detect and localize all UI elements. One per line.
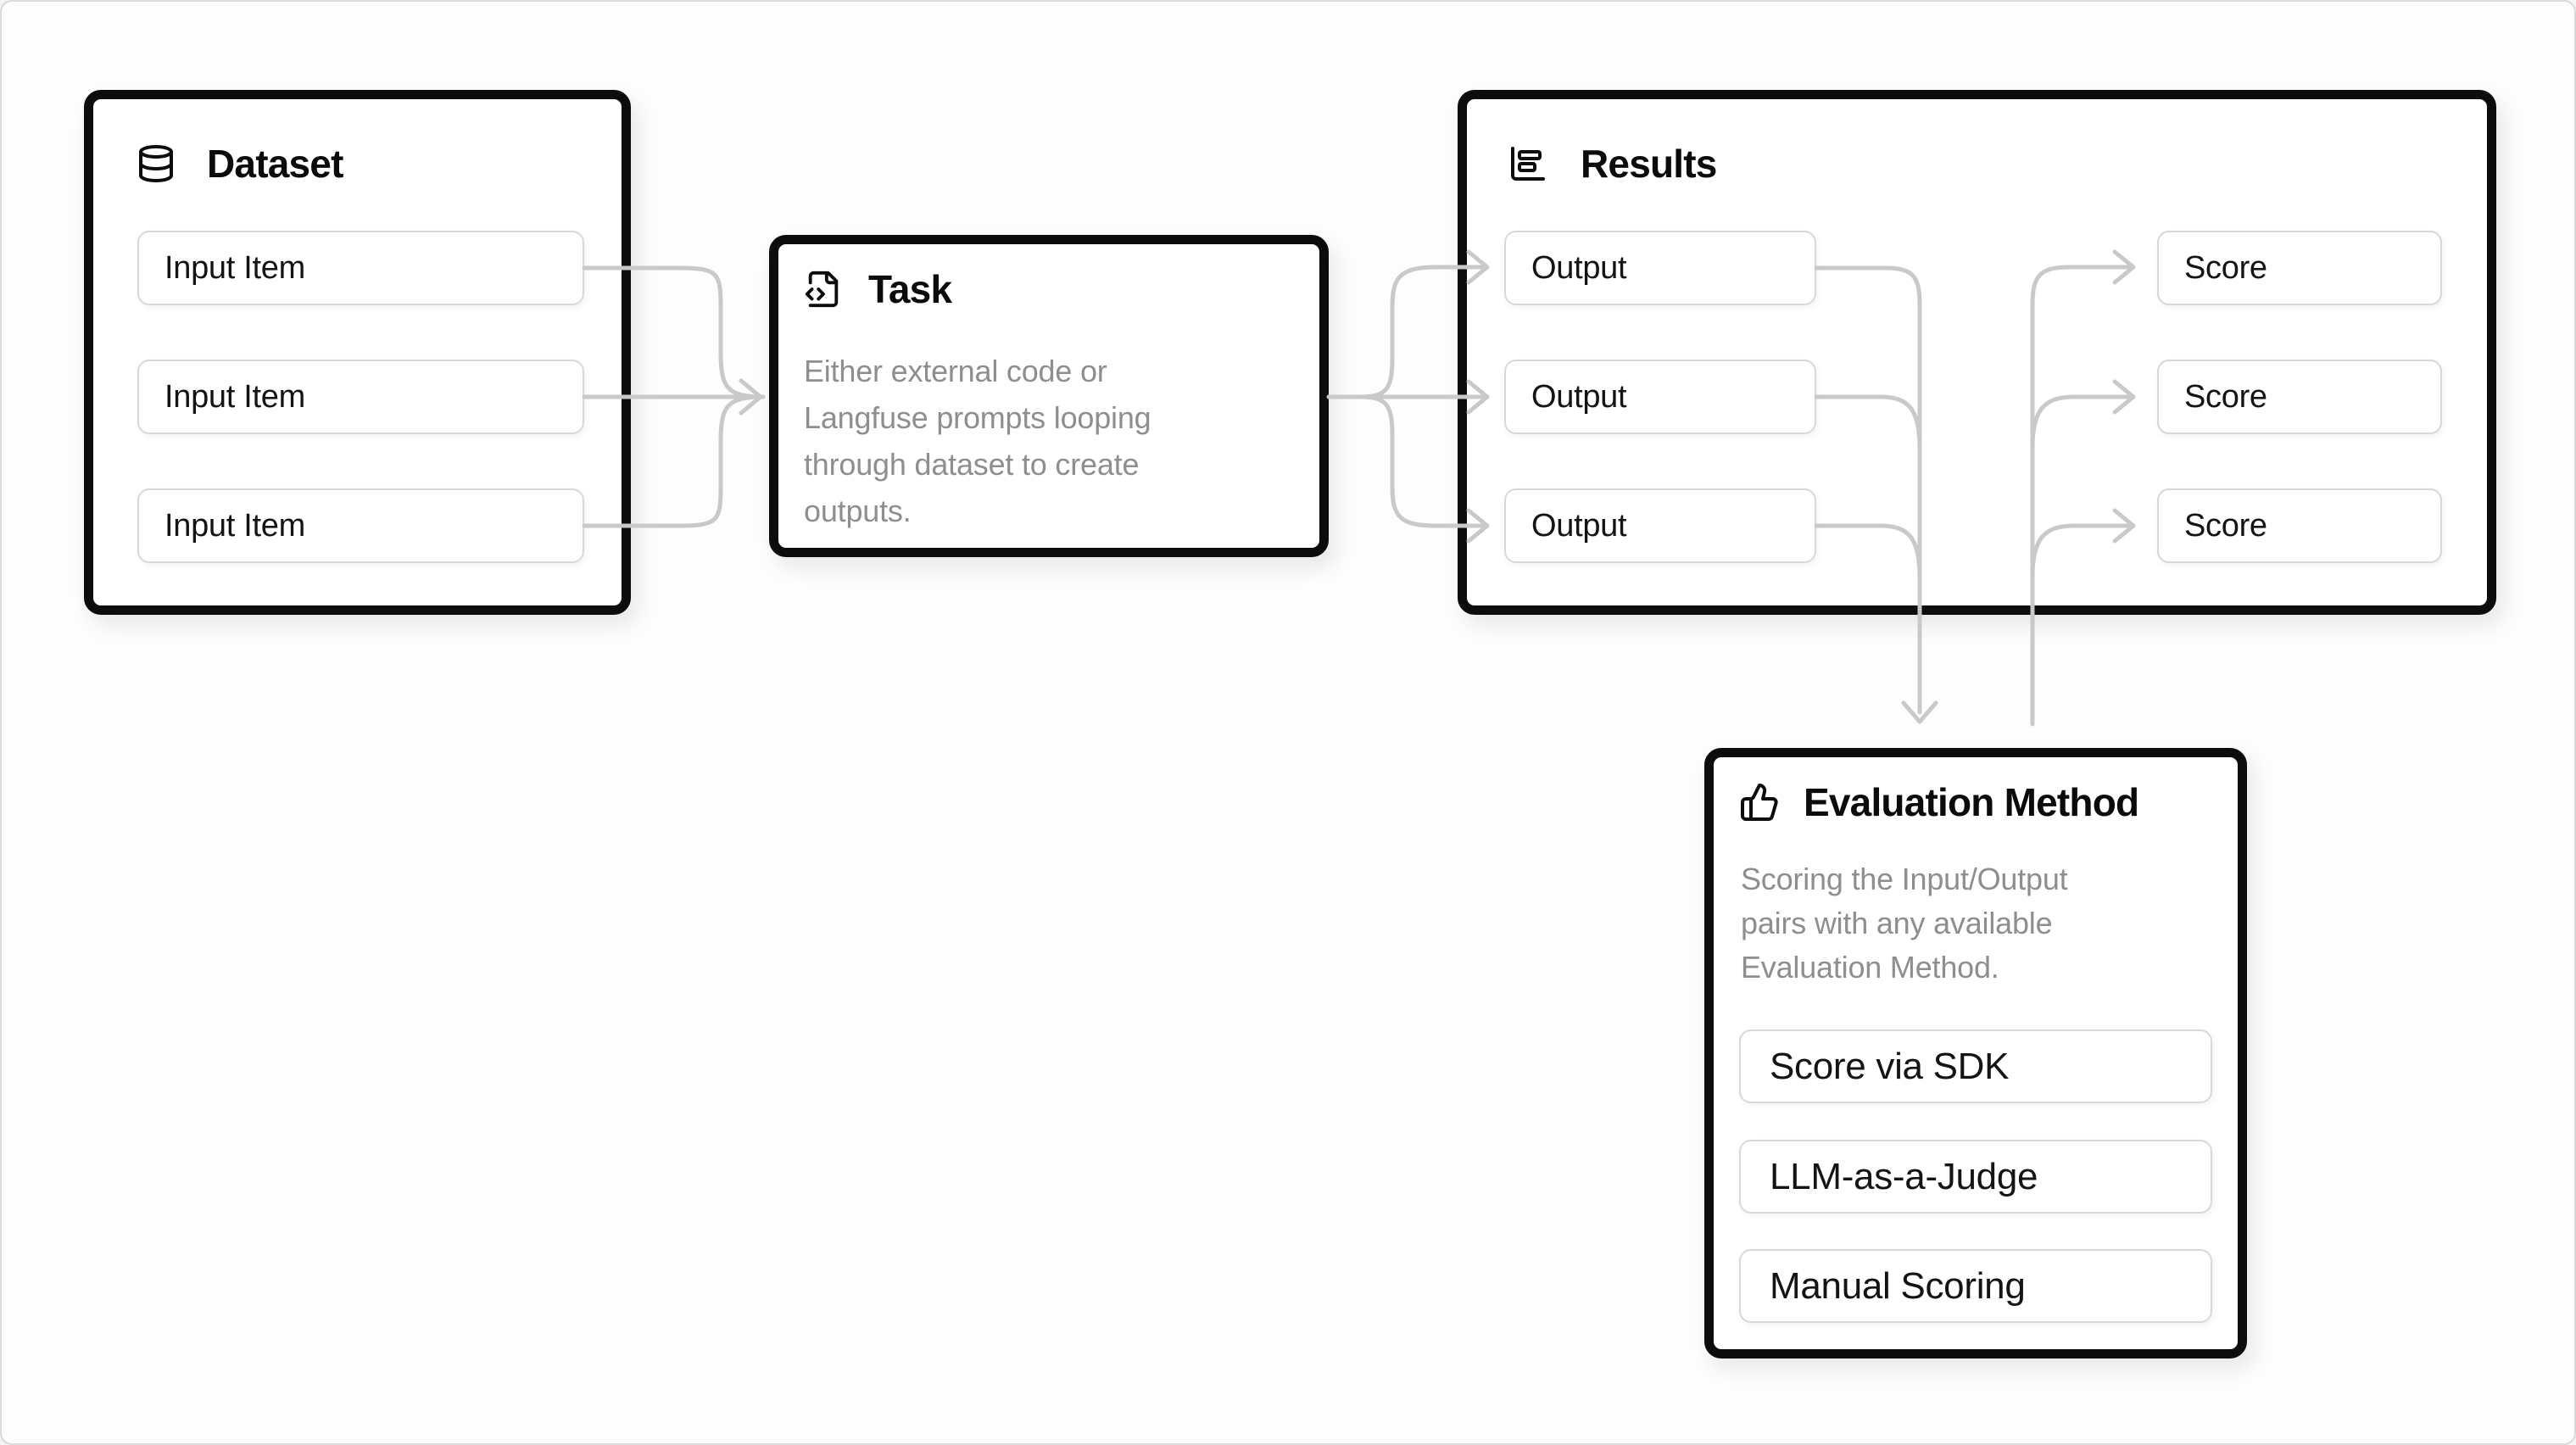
- input-item-2-label: Input Item: [164, 378, 305, 415]
- input-item-3: [137, 488, 584, 563]
- score-item-2-label: Score: [2184, 378, 2267, 415]
- score-item-2: [2157, 360, 2442, 434]
- input-item-2: [137, 360, 584, 434]
- arrowhead-into-evaluation: [1904, 703, 1936, 722]
- score-item-3: [2157, 488, 2442, 563]
- method-score-via-sdk-label: Score via SDK: [1770, 1045, 2010, 1087]
- bar-chart-icon: [1508, 143, 1548, 184]
- evaluation-description: Scoring the Input/Output pairs with any available Evaluation Method.: [1741, 862, 2068, 985]
- score-item-1-label: Score: [2184, 249, 2267, 286]
- output-item-3: [1504, 488, 1816, 563]
- arrowhead-into-task: [741, 381, 761, 413]
- output-item-2-label: Output: [1531, 378, 1627, 415]
- score-item-1: [2157, 231, 2442, 305]
- output-item-2: [1504, 360, 1816, 434]
- task-title: Task: [868, 267, 952, 311]
- output-item-3-label: Output: [1531, 507, 1627, 544]
- dataset-panel: [84, 90, 631, 615]
- method-llm-as-a-judge: [1739, 1140, 2212, 1213]
- input-item-1: [137, 231, 584, 305]
- results-title: Results: [1581, 142, 1717, 186]
- thumbs-up-icon: [1739, 782, 1780, 823]
- output-item-1-label: Output: [1531, 249, 1627, 286]
- method-llm-as-a-judge-label: LLM-as-a-Judge: [1770, 1155, 2038, 1197]
- dataset-title: Dataset: [207, 142, 343, 186]
- method-manual-scoring-label: Manual Scoring: [1770, 1264, 2026, 1307]
- database-icon: [136, 143, 176, 184]
- method-score-via-sdk: [1739, 1029, 2212, 1103]
- input-item-1-label: Input Item: [164, 249, 305, 286]
- score-item-3-label: Score: [2184, 507, 2267, 544]
- method-manual-scoring: [1739, 1249, 2212, 1323]
- task-panel: [769, 235, 1329, 557]
- results-panel: [1458, 90, 2496, 615]
- output-item-1: [1504, 231, 1816, 305]
- file-code-icon: [804, 270, 843, 309]
- evaluation-method-title: Evaluation Method: [1804, 780, 2139, 824]
- evaluation-method-panel: [1704, 748, 2247, 1359]
- task-description: Either external code or Langfuse prompts looping through dataset to create outputs.: [804, 354, 1151, 528]
- input-item-3-label: Input Item: [164, 507, 305, 544]
